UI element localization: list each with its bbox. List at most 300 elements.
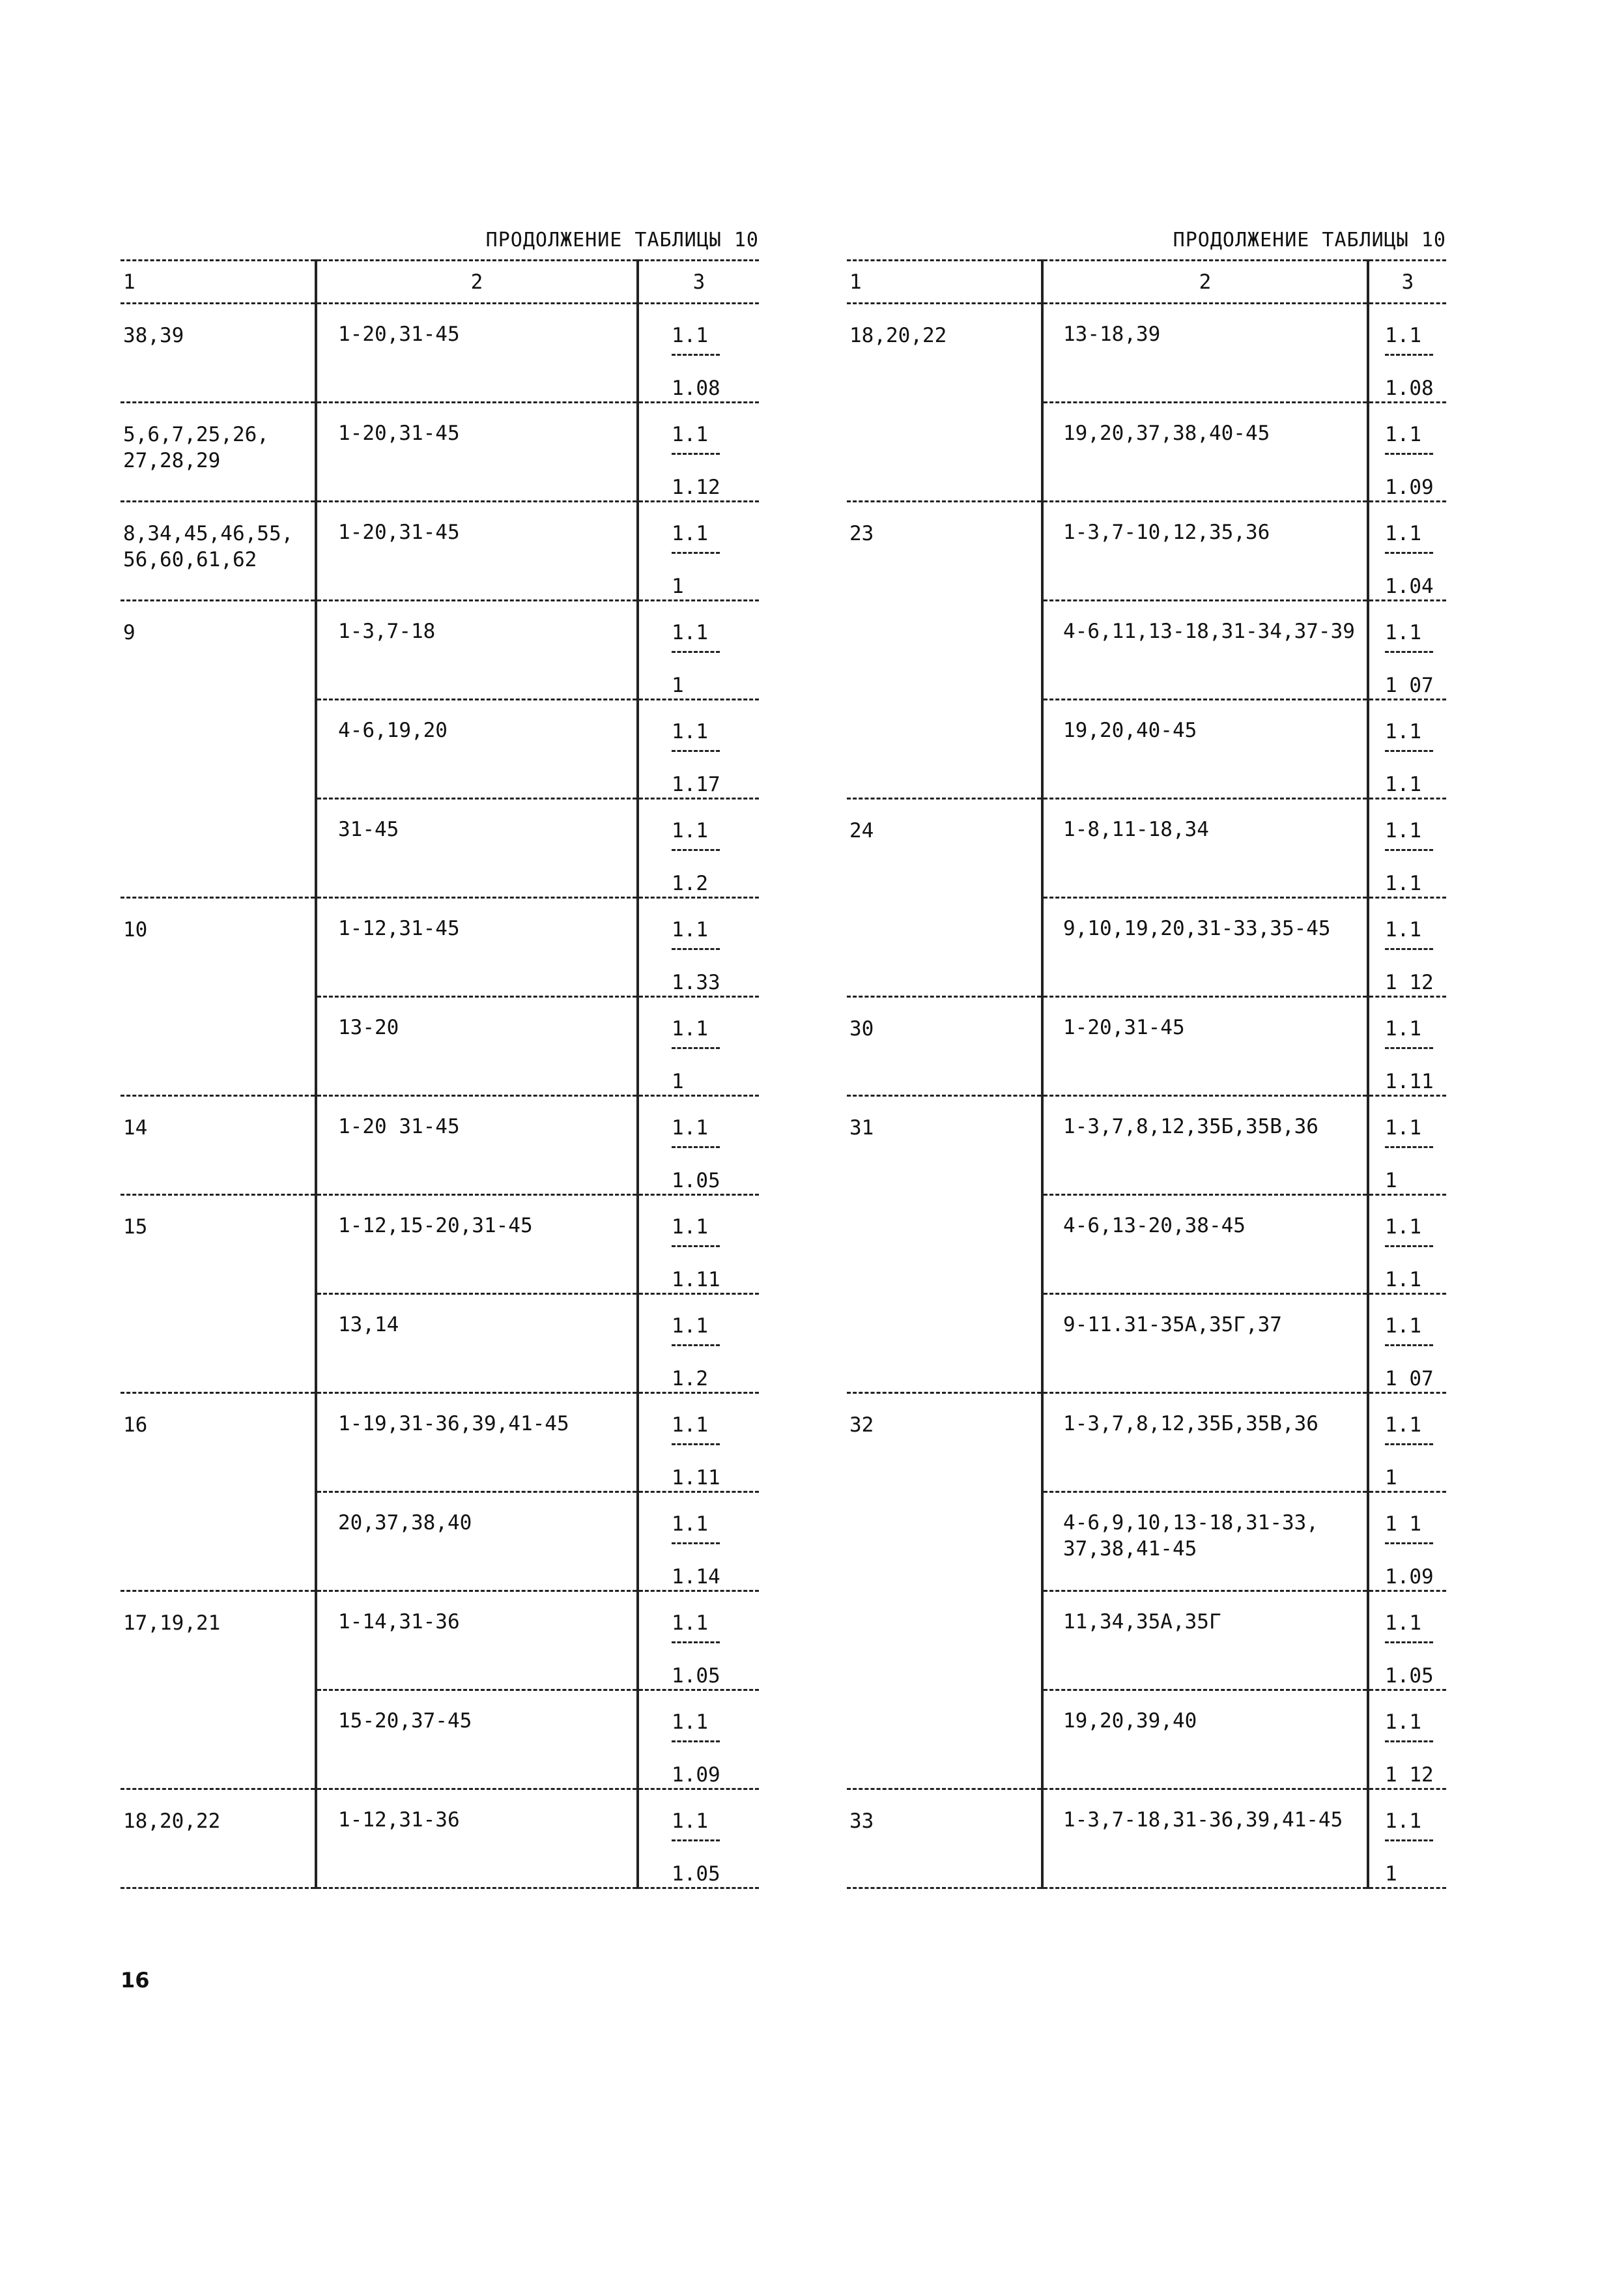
- cell-coefficient: [1368, 1492, 1446, 1591]
- cell-group: [121, 1195, 316, 1294]
- fraction: [1385, 1196, 1446, 1293]
- fraction-numerator: 1.1: [1385, 819, 1421, 843]
- group-value: 15: [123, 1215, 148, 1239]
- fraction-bar: [672, 1443, 720, 1445]
- column-header-3: 3: [638, 261, 759, 304]
- fraction-bar: [672, 1047, 720, 1049]
- cell-range: 15-20,37-45: [316, 1690, 638, 1789]
- cell-group: [121, 898, 316, 997]
- cell-range: 9-11.31-35А,35Г,37: [1042, 1294, 1368, 1393]
- fraction-numerator: 1.1: [1385, 918, 1421, 942]
- fraction-bar: [1385, 750, 1433, 752]
- fraction: [1385, 998, 1446, 1095]
- fraction: [1385, 1691, 1446, 1788]
- fraction-numerator: 1.1: [1385, 1413, 1421, 1437]
- cell-coefficient: [638, 1789, 759, 1888]
- fraction-denominator: 1 07: [1385, 674, 1434, 697]
- cell-range: 20,37,38,40: [316, 1492, 638, 1591]
- cell-group: [847, 1492, 1042, 1591]
- fraction-numerator: 1.1: [672, 1512, 708, 1536]
- group-value: [849, 904, 1041, 916]
- cell-group: [847, 1294, 1042, 1393]
- fraction-numerator: 1.1: [672, 918, 708, 942]
- cell-group: [847, 997, 1042, 1096]
- fraction-numerator: 1.1: [1385, 1215, 1421, 1239]
- column-header-2: 2: [316, 261, 638, 304]
- cell-range: 1-12,31-36: [316, 1789, 638, 1888]
- group-value: [123, 1301, 315, 1312]
- table-row: [847, 1096, 1446, 1195]
- cell-range: 13,14: [316, 1294, 638, 1393]
- table-row: [847, 700, 1446, 799]
- cell-coefficient: [638, 1195, 759, 1294]
- fraction-denominator: 1 07: [1385, 1367, 1434, 1390]
- fraction-bar: [672, 750, 720, 752]
- fraction: [1385, 502, 1446, 599]
- fraction: [1385, 1493, 1446, 1590]
- fraction-numerator: 1.1: [672, 1314, 708, 1338]
- cell-coefficient: [638, 502, 759, 601]
- cell-range: 4-6,13-20,38-45: [1042, 1195, 1368, 1294]
- fraction: [1385, 1790, 1446, 1887]
- cell-group: [847, 1195, 1042, 1294]
- table-row: [121, 1096, 759, 1195]
- fraction-numerator: 1.1: [1385, 1710, 1421, 1734]
- cell-range: 1-3,7-18,31-36,39,41-45: [1042, 1789, 1368, 1888]
- cell-coefficient: [1368, 997, 1446, 1096]
- fraction: [672, 601, 759, 699]
- fraction-bar: [672, 1344, 720, 1346]
- cell-group: [121, 1393, 316, 1492]
- fraction: [1385, 1592, 1446, 1689]
- data-table: [847, 259, 1446, 1889]
- fraction: [672, 899, 759, 996]
- group-value: [123, 1499, 315, 1510]
- fraction-bar: [1385, 552, 1433, 554]
- group-value: 16: [123, 1413, 148, 1437]
- cell-range: 1-14,31-36: [316, 1591, 638, 1690]
- cell-range: 1-3,7,8,12,35Б,35В,36: [1042, 1393, 1368, 1492]
- fraction: [672, 1097, 759, 1194]
- fraction-bar: [672, 453, 720, 455]
- group-value: 5,6,7,25,26, 27,28,29: [123, 423, 269, 472]
- cell-group: [847, 898, 1042, 997]
- data-table: [121, 259, 759, 1889]
- cell-coefficient: [1368, 1096, 1446, 1195]
- fraction-denominator: 1.1: [1385, 773, 1421, 796]
- fraction-denominator: 1.12: [672, 476, 720, 499]
- cell-coefficient: [1368, 799, 1446, 898]
- group-value: 23: [849, 522, 874, 545]
- cell-coefficient: [1368, 1393, 1446, 1492]
- fraction-numerator: 1.1: [672, 1611, 708, 1635]
- table-row: [121, 502, 759, 601]
- fraction-denominator: 1.09: [672, 1763, 720, 1787]
- cell-group: [121, 799, 316, 898]
- fraction-bar: [672, 1146, 720, 1148]
- cell-coefficient: [638, 1096, 759, 1195]
- cell-coefficient: [1368, 1591, 1446, 1690]
- header-row: [847, 261, 1446, 304]
- cell-range: 1-20,31-45: [316, 502, 638, 601]
- fraction-numerator: 1.1: [672, 1017, 708, 1041]
- page-number: 16: [121, 1968, 150, 1993]
- cell-coefficient: [1368, 601, 1446, 700]
- fraction-numerator: 1 1: [1385, 1512, 1421, 1536]
- fraction: [1385, 1097, 1446, 1194]
- fraction-denominator: 1: [672, 1070, 684, 1093]
- cell-group: [847, 799, 1042, 898]
- fraction-numerator: 1.1: [672, 522, 708, 545]
- table-row: [847, 1690, 1446, 1789]
- cell-range: 1-20 31-45: [316, 1096, 638, 1195]
- group-value: [123, 1697, 315, 1708]
- fraction-numerator: 1.1: [672, 1809, 708, 1833]
- fraction-denominator: 1.09: [1385, 476, 1434, 499]
- fraction: [672, 1295, 759, 1392]
- fraction-numerator: 1.1: [672, 1710, 708, 1734]
- cell-group: [847, 1690, 1042, 1789]
- group-value: 18,20,22: [849, 324, 947, 347]
- group-value: [849, 706, 1041, 718]
- group-value: 38,39: [123, 324, 184, 347]
- table-row: [121, 997, 759, 1096]
- table-row: [121, 1690, 759, 1789]
- fraction: [672, 800, 759, 897]
- cell-group: [847, 1591, 1042, 1690]
- table-row: [847, 997, 1446, 1096]
- fraction-bar: [672, 849, 720, 851]
- cell-range: 4-6,9,10,13-18,31-33, 37,38,41-45: [1042, 1492, 1368, 1591]
- fraction: [1385, 899, 1446, 996]
- fraction-denominator: 1.08: [1385, 377, 1434, 400]
- table-row: [121, 403, 759, 502]
- cell-range: 13-18,39: [1042, 304, 1368, 403]
- cell-coefficient: [638, 1393, 759, 1492]
- fraction: [672, 1592, 759, 1689]
- group-value: 17,19,21: [123, 1611, 221, 1635]
- cell-group: [847, 700, 1042, 799]
- cell-group: [121, 1492, 316, 1591]
- group-value: 9: [123, 621, 135, 644]
- fraction-bar: [672, 948, 720, 950]
- fraction-denominator: 1.14: [672, 1565, 720, 1589]
- fraction: [1385, 700, 1446, 798]
- fraction-bar: [672, 1245, 720, 1247]
- cell-range: 4-6,19,20: [316, 700, 638, 799]
- cell-coefficient: [1368, 304, 1446, 403]
- fraction-denominator: 1.1: [1385, 872, 1421, 895]
- fraction-denominator: 1 12: [1385, 1763, 1434, 1787]
- cell-coefficient: [1368, 1789, 1446, 1888]
- fraction-bar: [672, 1839, 720, 1841]
- table-row: [121, 898, 759, 997]
- fraction-bar: [1385, 1443, 1433, 1445]
- table-row: [847, 1492, 1446, 1591]
- group-value: [123, 1003, 315, 1015]
- fraction-denominator: 1.1: [1385, 1268, 1421, 1291]
- group-value: 31: [849, 1116, 874, 1140]
- group-value: 18,20,22: [123, 1809, 221, 1833]
- left-table-panel: [121, 222, 759, 1889]
- header-row: [121, 261, 759, 304]
- fraction-numerator: 1.1: [1385, 324, 1421, 347]
- cell-group: [847, 601, 1042, 700]
- table-row: [121, 799, 759, 898]
- cell-coefficient: [1368, 1294, 1446, 1393]
- fraction: [1385, 1394, 1446, 1491]
- cell-coefficient: [1368, 1195, 1446, 1294]
- cell-group: [121, 403, 316, 502]
- fraction-bar: [1385, 1344, 1433, 1346]
- cell-coefficient: [638, 997, 759, 1096]
- table-row: [121, 1393, 759, 1492]
- cell-coefficient: [638, 1492, 759, 1591]
- table-row: [121, 1195, 759, 1294]
- fraction-bar: [1385, 849, 1433, 851]
- cell-range: 1-20,31-45: [316, 403, 638, 502]
- group-value: 24: [849, 819, 874, 843]
- fraction-bar: [1385, 453, 1433, 455]
- table-row: [121, 304, 759, 403]
- group-value: [849, 607, 1041, 619]
- cell-range: 1-3,7-10,12,35,36: [1042, 502, 1368, 601]
- cell-coefficient: [638, 403, 759, 502]
- table-body: [847, 304, 1446, 1888]
- cell-coefficient: [638, 1591, 759, 1690]
- fraction: [672, 1790, 759, 1887]
- cell-coefficient: [638, 898, 759, 997]
- fraction-numerator: 1.1: [672, 621, 708, 644]
- fraction-bar: [672, 354, 720, 356]
- group-value: [849, 1697, 1041, 1708]
- group-value: [849, 1499, 1041, 1510]
- cell-group: [121, 1690, 316, 1789]
- cell-range: 1-12,31-45: [316, 898, 638, 997]
- fraction: [672, 1691, 759, 1788]
- group-value: [123, 805, 315, 817]
- fraction-numerator: 1.1: [1385, 1314, 1421, 1338]
- fraction: [672, 1394, 759, 1491]
- table-row: [121, 1789, 759, 1888]
- table-row: [121, 1294, 759, 1393]
- fraction-bar: [1385, 1839, 1433, 1841]
- fraction-denominator: 1.05: [1385, 1664, 1434, 1688]
- column-header-3: 3: [1368, 261, 1446, 304]
- fraction-denominator: 1.05: [672, 1169, 720, 1192]
- table-row: [121, 700, 759, 799]
- cell-range: 19,20,37,38,40-45: [1042, 403, 1368, 502]
- fraction-denominator: 1.33: [672, 971, 720, 994]
- cell-coefficient: [638, 1294, 759, 1393]
- cell-coefficient: [638, 304, 759, 403]
- column-header-2: 2: [1042, 261, 1368, 304]
- cell-coefficient: [638, 799, 759, 898]
- fraction-denominator: 1.09: [1385, 1565, 1434, 1589]
- fraction-bar: [672, 1542, 720, 1544]
- fraction-numerator: 1.1: [1385, 1116, 1421, 1140]
- table-caption: ПРОДОЛЖЕНИЕ ТАБЛИЦЫ 10: [485, 229, 759, 252]
- fraction-bar: [1385, 651, 1433, 653]
- fraction-numerator: 1.1: [672, 423, 708, 446]
- fraction-numerator: 1.1: [1385, 1611, 1421, 1635]
- group-value: 10: [123, 918, 148, 942]
- fraction-denominator: 1: [1385, 1169, 1397, 1192]
- fraction-denominator: 1.17: [672, 773, 720, 796]
- cell-range: 1-20,31-45: [316, 304, 638, 403]
- cell-group: [847, 1789, 1042, 1888]
- cell-range: 1-8,11-18,34: [1042, 799, 1368, 898]
- table-row: [847, 304, 1446, 403]
- table-row: [847, 403, 1446, 502]
- table-row: [847, 1195, 1446, 1294]
- cell-coefficient: [1368, 502, 1446, 601]
- group-value: 30: [849, 1017, 874, 1041]
- table-row: [121, 601, 759, 700]
- cell-range: 1-12,15-20,31-45: [316, 1195, 638, 1294]
- cell-group: [121, 1591, 316, 1690]
- fraction-bar: [1385, 1641, 1433, 1643]
- group-value: [849, 409, 1041, 421]
- cell-range: 31-45: [316, 799, 638, 898]
- group-value: 33: [849, 1809, 874, 1833]
- fraction: [1385, 304, 1446, 401]
- fraction-denominator: 1.04: [1385, 575, 1434, 598]
- cell-group: [121, 1789, 316, 1888]
- group-value: 32: [849, 1413, 874, 1437]
- cell-group: [847, 304, 1042, 403]
- fraction: [672, 403, 759, 500]
- fraction-bar: [1385, 1245, 1433, 1247]
- fraction-denominator: 1: [1385, 1466, 1397, 1490]
- table-caption: ПРОДОЛЖЕНИЕ ТАБЛИЦЫ 10: [1173, 229, 1446, 252]
- fraction-numerator: 1.1: [1385, 1017, 1421, 1041]
- group-value: [849, 1301, 1041, 1312]
- table-row: [847, 898, 1446, 997]
- fraction: [672, 304, 759, 401]
- cell-range: 1-19,31-36,39,41-45: [316, 1393, 638, 1492]
- table-body: [121, 304, 759, 1888]
- group-value: [849, 1202, 1041, 1213]
- fraction-numerator: 1.1: [1385, 1809, 1421, 1833]
- fraction-numerator: 1.1: [1385, 522, 1421, 545]
- cell-range: 13-20: [316, 997, 638, 1096]
- fraction: [672, 1493, 759, 1590]
- fraction-denominator: 1: [672, 575, 684, 598]
- fraction-denominator: 1.11: [1385, 1070, 1434, 1093]
- cell-range: 4-6,11,13-18,31-34,37-39: [1042, 601, 1368, 700]
- fraction: [1385, 403, 1446, 500]
- cell-group: [121, 502, 316, 601]
- fraction: [672, 998, 759, 1095]
- cell-range: 1-3,7,8,12,35Б,35В,36: [1042, 1096, 1368, 1195]
- group-value: 14: [123, 1116, 148, 1140]
- fraction: [1385, 800, 1446, 897]
- fraction-bar: [672, 1641, 720, 1643]
- cell-range: 1-3,7-18: [316, 601, 638, 700]
- cell-group: [847, 502, 1042, 601]
- fraction: [672, 1196, 759, 1293]
- cell-range: 9,10,19,20,31-33,35-45: [1042, 898, 1368, 997]
- cell-group: [121, 1096, 316, 1195]
- fraction-numerator: 1.1: [1385, 621, 1421, 644]
- fraction-bar: [672, 651, 720, 653]
- fraction-denominator: 1: [672, 674, 684, 697]
- cell-group: [121, 601, 316, 700]
- fraction-numerator: 1.1: [1385, 423, 1421, 446]
- cell-range: 19,20,39,40: [1042, 1690, 1368, 1789]
- cell-group: [121, 997, 316, 1096]
- cell-coefficient: [1368, 898, 1446, 997]
- fraction-denominator: 1.11: [672, 1268, 720, 1291]
- fraction: [672, 502, 759, 599]
- table-row: [847, 502, 1446, 601]
- fraction-bar: [672, 1740, 720, 1742]
- cell-coefficient: [1368, 700, 1446, 799]
- cell-range: 19,20,40-45: [1042, 700, 1368, 799]
- fraction-denominator: 1.08: [672, 377, 720, 400]
- cell-group: [847, 403, 1042, 502]
- table-row: [847, 1789, 1446, 1888]
- group-value: [849, 1598, 1041, 1609]
- fraction: [1385, 1295, 1446, 1392]
- fraction-bar: [672, 552, 720, 554]
- fraction-numerator: 1.1: [1385, 720, 1421, 743]
- fraction-numerator: 1.1: [672, 1116, 708, 1140]
- fraction-denominator: 1.11: [672, 1466, 720, 1490]
- group-value: [123, 706, 315, 718]
- fraction-denominator: 1.2: [672, 872, 708, 895]
- fraction-denominator: 1.05: [672, 1862, 720, 1886]
- cell-group: [121, 304, 316, 403]
- table-row: [121, 1591, 759, 1690]
- cell-range: 1-20,31-45: [1042, 997, 1368, 1096]
- fraction-denominator: 1.05: [672, 1664, 720, 1688]
- cell-range: 11,34,35А,35Г: [1042, 1591, 1368, 1690]
- fraction-denominator: 1: [1385, 1862, 1397, 1886]
- fraction: [1385, 601, 1446, 699]
- column-header-1: 1: [847, 261, 1042, 304]
- cell-group: [121, 700, 316, 799]
- fraction-denominator: 1.2: [672, 1367, 708, 1390]
- cell-coefficient: [638, 1690, 759, 1789]
- table-row: [847, 1393, 1446, 1492]
- right-table-panel: [847, 222, 1446, 1889]
- fraction-bar: [1385, 1740, 1433, 1742]
- fraction-denominator: 1 12: [1385, 971, 1434, 994]
- column-header-1: 1: [121, 261, 316, 304]
- fraction-bar: [1385, 1542, 1433, 1544]
- table-row: [847, 601, 1446, 700]
- fraction-bar: [1385, 1047, 1433, 1049]
- fraction: [672, 700, 759, 798]
- table-row: [847, 799, 1446, 898]
- table-row: [121, 1492, 759, 1591]
- fraction-numerator: 1.1: [672, 720, 708, 743]
- cell-coefficient: [1368, 1690, 1446, 1789]
- cell-coefficient: [1368, 403, 1446, 502]
- fraction-numerator: 1.1: [672, 324, 708, 347]
- cell-coefficient: [638, 601, 759, 700]
- fraction-numerator: 1.1: [672, 1215, 708, 1239]
- fraction-bar: [1385, 1146, 1433, 1148]
- fraction-numerator: 1.1: [672, 819, 708, 843]
- fraction-numerator: 1.1: [672, 1413, 708, 1437]
- table-row: [847, 1591, 1446, 1690]
- table-row: [847, 1294, 1446, 1393]
- cell-group: [847, 1096, 1042, 1195]
- cell-coefficient: [638, 700, 759, 799]
